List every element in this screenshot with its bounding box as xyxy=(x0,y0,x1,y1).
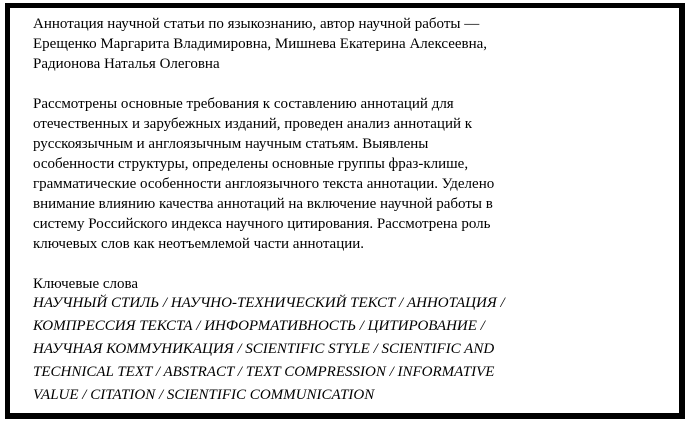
abstract-line: русскоязычным и англоязычным научным статьям. Выявлены xyxy=(33,136,429,152)
abstract-line: Рассмотрены основные требования к составлению аннотаций для xyxy=(33,96,454,112)
keywords-line: TECHNICAL TEXT / ABSTRACT / TEXT COMPRESSION / INFORMATIVE xyxy=(33,364,495,380)
header-line: Аннотация научной статьи по языкознанию, автор научной работы — xyxy=(33,16,480,32)
document-frame xyxy=(5,3,685,419)
abstract-line: грамматические особенности англоязычного текста аннотации. Уделено xyxy=(33,176,495,192)
abstract-text xyxy=(33,94,669,254)
keywords-line: НАУЧНЫЙ СТИЛЬ / НАУЧНО-ТЕХНИЧЕСКИЙ ТЕКСТ / АННОТАЦИЯ / xyxy=(33,295,505,311)
abstract-line: ключевых слов как неотъемлемой части аннотации. xyxy=(33,236,365,252)
document-content xyxy=(33,14,669,407)
keywords-line: КОМПРЕССИЯ ТЕКСТА / ИНФОРМАТИВНОСТЬ / ЦИТИРОВАНИЕ / xyxy=(33,318,485,334)
abstract-line: особенности структуры, определены основные группы фраз-клише, xyxy=(33,156,469,172)
keywords-line: VALUE / CITATION / SCIENTIFIC COMMUNICATION xyxy=(33,387,375,403)
abstract-line: внимание влиянию качества аннотаций на включение научной работы в xyxy=(33,196,493,212)
keywords-line: НАУЧНАЯ КОММУНИКАЦИЯ / SCIENTIFIC STYLE / SCIENTIFIC AND xyxy=(33,341,495,357)
abstract-line: систему Российского индекса научного цитирования. Рассмотрена роль xyxy=(33,216,491,232)
abstract-line: отечественных и зарубежных изданий, проведен анализ аннотаций к xyxy=(33,116,473,132)
keywords-heading: Ключевые слова xyxy=(33,276,139,292)
article-header xyxy=(33,14,669,74)
header-line: Ерещенко Маргарита Владимировна, Мишнева Екатерина Алексеевна, xyxy=(33,36,488,52)
header-line: Радионова Наталья Олеговна xyxy=(33,56,220,72)
keywords-list xyxy=(33,292,669,407)
